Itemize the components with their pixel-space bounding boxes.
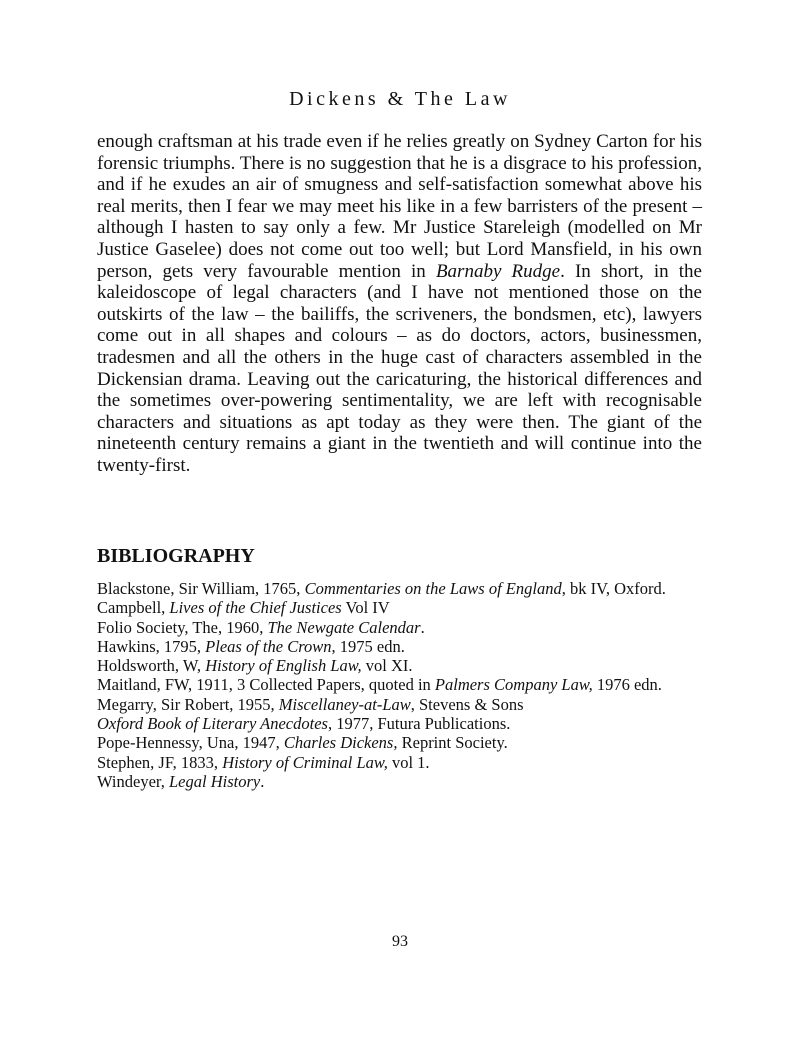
bibliography-heading: BIBLIOGRAPHY [97, 545, 255, 567]
entry-title: Palmers Company Law, [434, 675, 593, 695]
bibliography-entry [97, 772, 705, 791]
bibliography-entry [97, 753, 705, 772]
entry-author: Hawkins, 1795, [97, 636, 206, 656]
entry-details: . [260, 771, 265, 791]
entry-details: Reprint Society. [397, 733, 508, 753]
entry-details: , 1977, Futura Publications. [327, 714, 511, 734]
bibliography-entry [97, 637, 705, 656]
bibliography-entry [97, 598, 705, 617]
entry-author: Maitland, FW, 1911, 3 Collected Papers, quoted in [97, 675, 435, 695]
entry-details: vol XI. [361, 656, 413, 676]
body-paragraph [97, 131, 702, 477]
entry-title: Legal History [168, 771, 261, 791]
entry-title: Commentaries on the Laws of England [304, 579, 562, 598]
entry-details: , Stevens & Sons [410, 694, 524, 714]
entry-author: Folio Society, The, 1960, [97, 617, 268, 637]
entry-author: Stephen, JF, 1833, [97, 752, 223, 772]
entry-title: Miscellaney-at-Law [278, 694, 411, 714]
entry-details: vol 1. [387, 752, 430, 772]
bibliography-entry [97, 579, 705, 598]
entry-title: History of English Law, [205, 656, 362, 676]
entry-author: Holdsworth, W, [97, 656, 206, 676]
bibliography-entry [97, 618, 705, 637]
entry-title: The Newgate Calendar [267, 617, 421, 637]
book-title-barnaby-rudge: Barnaby Rudge [435, 260, 561, 282]
body-text-part-2: . In short, in the kaleidoscope of legal characters (and I have not mentioned those on the outskirts of the law – the bailiffs, the scriveners, the bondsmen, etc), lawyers come out in all shapes and colours – as do doctors, actors, businessmen, tradesmen and all the others in the huge cast of characters assembled in the Dickensian drama. Leaving out the caricaturing, the historical differences and the sometimes over-powering sentimentality, we are left with recognisable characters and situations as apt today as they were then. The giant of the nineteenth century remains a giant in the twentieth and will continue into the twenty-first. [97, 260, 702, 476]
entry-author: Campbell, [97, 598, 170, 618]
entry-details: , bk IV, Oxford. [561, 579, 666, 598]
entry-title: Charles Dickens, [283, 733, 398, 753]
bibliography-entry [97, 733, 705, 752]
entry-details: . [420, 617, 425, 637]
bibliography-entry [97, 714, 705, 733]
entry-author: Megarry, Sir Robert, 1955, [97, 694, 279, 714]
entry-author: Blackstone, Sir William, 1765, [97, 579, 305, 598]
page-number: 93 [392, 933, 408, 950]
entry-details: 1976 edn. [592, 675, 662, 695]
entry-title: Lives of the Chief Justices [169, 598, 342, 618]
entry-author: Pope-Hennessy, Una, 1947, [97, 733, 284, 753]
bibliography-entry [97, 675, 705, 694]
entry-author: Windeyer, [97, 771, 169, 791]
entry-title: History of Criminal Law, [222, 752, 388, 772]
entry-details: , 1975 edn. [331, 636, 405, 656]
bibliography-entry [97, 695, 705, 714]
entry-title: Oxford Book of Literary Anecdotes [97, 714, 328, 734]
body-text-part-1: enough craftsman at his trade even if he relies greatly on Sydney Carton for his forensic triumphs. There is no suggestion that he is a disgrace to his profession, and if he exudes an air of smugness and self-satisfaction somewhat above his real merits, then I fear we may meet his like in a few barristers of the present – although I hasten to say only a few. Mr Justice Stareleigh (modelled on Mr Justice Gaselee) does not come out too well; but Lord Mansfield, in his own person, gets very favourable mention in [97, 131, 702, 282]
entry-title: Pleas of the Crown [205, 636, 332, 656]
bibliography-entry [97, 656, 705, 675]
bibliography-list [97, 579, 705, 791]
entry-details: Vol IV [341, 598, 390, 618]
running-header: Dickens & The Law [289, 88, 511, 110]
